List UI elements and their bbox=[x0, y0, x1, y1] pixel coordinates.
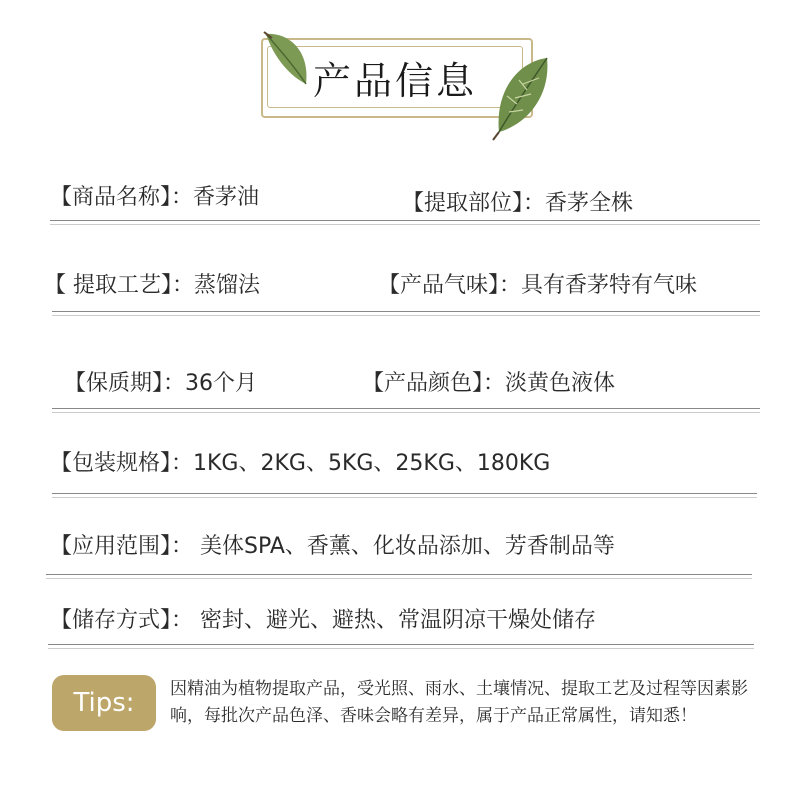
tips-badge: Tips: bbox=[52, 675, 156, 731]
row-divider bbox=[52, 408, 760, 413]
product-scent-field: 【产品气味】：具有香茅特有气味 bbox=[378, 273, 698, 298]
info-row bbox=[0, 529, 800, 559]
title-block bbox=[255, 30, 555, 140]
product-color-field: 【产品颜色】：淡黄色液体 bbox=[362, 371, 616, 396]
product-name-field: 【商品名称】：香茅油 bbox=[50, 185, 260, 210]
storage-method-field: 【储存方式】： 密封、避光、避热、常温阴凉干燥处储存 bbox=[50, 608, 596, 633]
leaf-icon bbox=[260, 28, 320, 92]
extraction-part-field: 【提取部位】：香茅全株 bbox=[402, 191, 634, 216]
row-divider bbox=[52, 493, 757, 498]
application-scope-field: 【应用范围】： 美体SPA、香薰、化妆品添加、芳香制品等 bbox=[50, 534, 615, 559]
extraction-process-field: 【 提取工艺】：蒸馏法 bbox=[44, 273, 260, 298]
info-row bbox=[0, 268, 800, 298]
row-divider bbox=[46, 574, 752, 579]
packaging-field: 【包装规格】：1KG、2KG、5KG、25KG、180KG bbox=[50, 451, 551, 476]
shelf-life-field: 【保质期】：36个月 bbox=[64, 371, 257, 396]
leaf-icon bbox=[487, 52, 557, 142]
info-row bbox=[0, 180, 800, 216]
tips-text: 因精油为植物提取产品，受光照、雨水、土壤情况、提取工艺及过程等因素影响，每批次产品色泽、香味会略有差异，属于产品正常属性，请知悉！ bbox=[170, 679, 748, 726]
row-divider bbox=[50, 220, 760, 225]
row-divider bbox=[52, 311, 760, 316]
row-divider bbox=[48, 644, 754, 649]
info-row bbox=[0, 366, 800, 396]
info-row bbox=[0, 446, 800, 476]
page-title: 产品信息 bbox=[312, 59, 477, 103]
info-row bbox=[0, 603, 800, 633]
